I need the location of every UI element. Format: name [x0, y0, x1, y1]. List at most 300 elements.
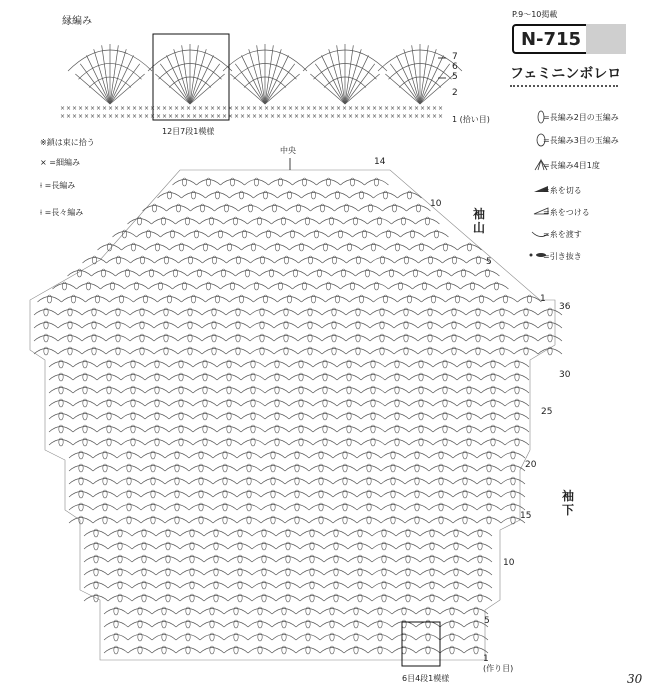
chain-arc	[442, 310, 466, 316]
chain-arc	[457, 414, 481, 420]
chain-arc	[292, 180, 316, 186]
chain-arc	[204, 570, 228, 576]
chain-arc	[372, 544, 396, 550]
chain-arc	[178, 258, 202, 264]
chain-arc	[100, 284, 124, 290]
chain-arc	[217, 375, 241, 381]
chain-arc	[320, 648, 344, 654]
edging-sc-mark: ×	[270, 105, 276, 112]
chain-arc	[415, 219, 439, 225]
chain-arc	[156, 583, 180, 589]
chain-arc	[296, 622, 320, 628]
edging-sc-mark: ×	[84, 113, 90, 120]
chain-arc	[202, 323, 226, 329]
edging-sc-mark: ×	[366, 113, 372, 120]
edging-sc-mark: ×	[90, 105, 96, 112]
chain-arc	[370, 310, 394, 316]
chain-arc	[97, 401, 121, 407]
chain-arc	[73, 414, 97, 420]
chain-arc	[166, 206, 190, 212]
edging-sc-mark: ×	[348, 105, 354, 112]
chain-arc	[372, 570, 396, 576]
chain-arc	[466, 323, 490, 329]
title-rule	[510, 85, 618, 87]
chain-arc	[394, 323, 418, 329]
chain-arc	[361, 440, 385, 446]
chain-arc	[69, 492, 93, 498]
chain-arc	[58, 323, 82, 329]
chain-arc	[190, 206, 214, 212]
chain-arc	[180, 557, 204, 563]
chain-arc	[268, 180, 292, 186]
chain-arc	[145, 375, 169, 381]
chain-arc	[58, 349, 82, 355]
chain-arc	[172, 180, 196, 186]
chain-arc	[241, 245, 265, 251]
edging-row-7: 7	[452, 52, 458, 62]
chain-arc	[361, 388, 385, 394]
dc-label: =長編み	[44, 181, 76, 190]
edging-sc-mark: ×	[72, 113, 78, 120]
chain-arc	[429, 479, 453, 485]
chain-arc	[58, 336, 82, 342]
edging-sc-mark: ×	[420, 113, 426, 120]
chain-arc	[252, 544, 276, 550]
chain-arc	[274, 336, 298, 342]
edging-sc-mark: ×	[78, 113, 84, 120]
chain-arc	[82, 349, 106, 355]
chain-arc	[181, 297, 205, 303]
chain-arc	[337, 245, 361, 251]
chain-arc	[156, 531, 180, 537]
chain-arc	[344, 648, 368, 654]
legend-sc	[40, 157, 80, 168]
edging-sc-mark: ×	[66, 105, 72, 112]
chain-arc	[169, 401, 193, 407]
chain-arc	[381, 492, 405, 498]
edging-sc-mark: ×	[420, 105, 426, 112]
chain-arc	[289, 362, 313, 368]
row-1: 1	[483, 654, 489, 664]
chain-arc	[453, 492, 477, 498]
chain-arc	[477, 479, 501, 485]
chain-arc	[357, 466, 381, 472]
edging-sc-mark: ×	[282, 113, 288, 120]
chain-arc	[517, 297, 541, 303]
chain-arc	[481, 427, 505, 433]
chain-arc	[385, 362, 409, 368]
edging-sc-mark: ×	[288, 113, 294, 120]
row-5-cap: 5	[486, 257, 492, 267]
dtr-label: =長々編み	[44, 208, 84, 217]
edging-sc-mark: ×	[288, 105, 294, 112]
chain-arc	[313, 245, 337, 251]
chain-arc	[193, 245, 217, 251]
chain-arc	[385, 375, 409, 381]
edging-sc-mark: ×	[216, 105, 222, 112]
edging-sc-mark: ×	[396, 113, 402, 120]
chain-arc	[418, 349, 442, 355]
chain-arc	[169, 362, 193, 368]
chain-arc	[310, 206, 334, 212]
chain-arc	[237, 479, 261, 485]
chain-arc	[420, 570, 444, 576]
chain-arc	[400, 232, 424, 238]
edging-sc-mark: ×	[414, 113, 420, 120]
chain-arc	[313, 414, 337, 420]
edging-sc-mark: ×	[282, 105, 288, 112]
chain-arc	[468, 596, 492, 602]
chain-arc	[420, 557, 444, 563]
edging-sc-mark: ×	[186, 105, 192, 112]
chain-arc	[433, 375, 457, 381]
chain-arc	[189, 466, 213, 472]
chain-arc	[505, 440, 529, 446]
chain-arc	[468, 531, 492, 537]
chain-arc	[466, 349, 490, 355]
chain-arc	[252, 557, 276, 563]
chain-arc	[453, 466, 477, 472]
chain-arc	[368, 622, 392, 628]
chain-arc	[169, 427, 193, 433]
chain-arc	[391, 219, 415, 225]
chain-arc	[316, 284, 340, 290]
chain-arc	[433, 245, 457, 251]
chain-arc	[376, 232, 400, 238]
chain-arc	[357, 518, 381, 524]
chain-arc	[73, 375, 97, 381]
chain-arc	[136, 232, 160, 238]
chain-arc	[433, 440, 457, 446]
chain-arc	[217, 388, 241, 394]
chain-arc	[381, 479, 405, 485]
chain-arc	[115, 271, 139, 277]
chain-arc	[176, 609, 200, 615]
chain-arc	[178, 336, 202, 342]
chain-arc	[385, 245, 409, 251]
chain-arc	[385, 414, 409, 420]
chain-arc	[298, 310, 322, 316]
edging-sc-mark: ×	[240, 113, 246, 120]
chain-arc	[232, 232, 256, 238]
chain-arc	[346, 310, 370, 316]
pickup-note: ※鎖は束に拾う	[40, 138, 95, 147]
chain-arc	[252, 570, 276, 576]
chain-arc	[481, 362, 505, 368]
edging-sc-mark: ×	[210, 113, 216, 120]
chain-arc	[261, 479, 285, 485]
chain-arc	[453, 518, 477, 524]
chain-arc	[250, 323, 274, 329]
chain-arc	[106, 323, 130, 329]
edging-sc-mark: ×	[120, 113, 126, 120]
edging-sc-mark: ×	[96, 113, 102, 120]
chain-arc	[445, 297, 469, 303]
chain-arc	[241, 362, 265, 368]
edging-pickup-label: 1 (拾い目)	[452, 115, 490, 124]
chain-arc	[285, 518, 309, 524]
chain-arc	[205, 297, 229, 303]
edging-sc-mark: ×	[150, 113, 156, 120]
chain-arc	[394, 336, 418, 342]
chain-arc	[128, 648, 152, 654]
chain-arc	[229, 193, 253, 199]
edging-sc-mark: ×	[258, 105, 264, 112]
chain-arc	[289, 245, 313, 251]
chain-arc	[416, 635, 440, 641]
chain-arc	[333, 453, 357, 459]
chain-arc	[265, 245, 289, 251]
chain-arc	[237, 466, 261, 472]
chain-arc	[202, 349, 226, 355]
chain-arc	[361, 245, 385, 251]
header-tab	[586, 24, 626, 54]
chain-arc	[464, 609, 488, 615]
chain-arc	[176, 635, 200, 641]
chain-arc	[180, 583, 204, 589]
chain-arc	[34, 349, 58, 355]
chain-arc	[388, 284, 412, 290]
chain-arc	[274, 349, 298, 355]
chain-arc	[145, 427, 169, 433]
chain-arc	[418, 258, 442, 264]
chain-arc	[313, 362, 337, 368]
chain-arc	[141, 479, 165, 485]
chain-arc	[367, 219, 391, 225]
chain-arc	[145, 388, 169, 394]
row-25: 25	[541, 407, 553, 417]
chain-arc	[322, 310, 346, 316]
chain-arc	[117, 479, 141, 485]
edging-fan	[68, 44, 152, 104]
chain-arc	[237, 492, 261, 498]
chain-arc	[84, 583, 108, 589]
chain-arc	[337, 362, 361, 368]
chain-arc	[69, 466, 93, 472]
chain-arc	[457, 401, 481, 407]
chain-arc	[169, 440, 193, 446]
chain-arc	[421, 297, 445, 303]
chain-arc	[213, 466, 237, 472]
edging-sc-mark: ×	[126, 113, 132, 120]
chain-arc	[468, 544, 492, 550]
chain-arc	[324, 544, 348, 550]
chain-arc	[228, 544, 252, 550]
row-10: 10	[503, 558, 515, 568]
chain-arc	[440, 635, 464, 641]
chain-arc	[152, 635, 176, 641]
chain-arc	[121, 401, 145, 407]
chain-arc	[442, 323, 466, 329]
chain-arc	[52, 284, 76, 290]
chain-arc	[285, 492, 309, 498]
chain-arc	[289, 401, 313, 407]
chain-arc	[229, 297, 253, 303]
chain-arc	[405, 505, 429, 511]
chain-arc	[337, 375, 361, 381]
chain-arc	[280, 232, 304, 238]
chain-arc	[204, 531, 228, 537]
row-10-cap: 10	[430, 199, 442, 209]
chain-arc	[490, 310, 514, 316]
chain-arc	[93, 453, 117, 459]
chain-arc	[226, 310, 250, 316]
chain-arc	[468, 583, 492, 589]
chain-arc	[370, 323, 394, 329]
chain-arc	[429, 453, 453, 459]
chain-arc	[224, 635, 248, 641]
edging-sc-mark: ×	[180, 105, 186, 112]
chain-arc	[108, 583, 132, 589]
chain-arc	[151, 219, 175, 225]
chain-arc	[418, 310, 442, 316]
chain-arc	[433, 401, 457, 407]
chain-arc	[141, 453, 165, 459]
chain-arc	[133, 297, 157, 303]
chain-arc	[224, 609, 248, 615]
chain-arc	[141, 466, 165, 472]
chain-arc	[505, 375, 529, 381]
chain-arc	[349, 193, 373, 199]
edging-sc-mark: ×	[264, 113, 270, 120]
chain-arc	[157, 297, 181, 303]
legend-dc4tog	[525, 160, 600, 171]
edging-sc-mark: ×	[132, 105, 138, 112]
chain-arc	[226, 258, 250, 264]
edging-sc-mark: ×	[294, 105, 300, 112]
chain-arc	[328, 232, 352, 238]
edging-sc-mark: ×	[174, 113, 180, 120]
chain-arc	[117, 492, 141, 498]
chain-arc	[296, 609, 320, 615]
chain-arc	[333, 505, 357, 511]
chain-arc	[344, 635, 368, 641]
edging-sc-mark: ×	[438, 113, 444, 120]
chain-arc	[324, 596, 348, 602]
edging-sc-mark: ×	[354, 113, 360, 120]
chain-arc	[73, 440, 97, 446]
chain-arc	[276, 596, 300, 602]
chain-arc	[289, 388, 313, 394]
chain-arc	[228, 570, 252, 576]
chain-arc	[73, 362, 97, 368]
legend-cut-yarn	[525, 185, 582, 196]
edging-row-5: 5	[452, 72, 458, 82]
chain-arc	[333, 466, 357, 472]
chain-arc	[132, 596, 156, 602]
chain-arc	[440, 622, 464, 628]
chain-arc	[193, 414, 217, 420]
edging-sc-mark: ×	[276, 105, 282, 112]
chain-arc	[76, 284, 100, 290]
edging-sc-mark: ×	[198, 105, 204, 112]
chain-arc	[274, 323, 298, 329]
chain-arc	[420, 583, 444, 589]
chain-arc	[309, 505, 333, 511]
chain-arc	[396, 531, 420, 537]
edging-sc-mark: ×	[372, 113, 378, 120]
chain-arc	[429, 518, 453, 524]
chain-arc	[108, 544, 132, 550]
chain-arc	[262, 206, 286, 212]
chain-arc	[132, 557, 156, 563]
edging-row-6: 6	[452, 62, 458, 72]
chain-arc	[248, 635, 272, 641]
chain-arc	[84, 557, 108, 563]
chain-arc	[409, 414, 433, 420]
edging-sc-mark: ×	[330, 105, 336, 112]
pattern-code: N-715	[512, 24, 590, 54]
edging-sc-mark: ×	[330, 113, 336, 120]
chain-arc	[418, 323, 442, 329]
chain-arc	[130, 349, 154, 355]
chain-arc	[93, 505, 117, 511]
chain-arc	[189, 518, 213, 524]
chain-arc	[381, 518, 405, 524]
chain-arc	[217, 362, 241, 368]
chain-arc	[370, 349, 394, 355]
chain-arc	[322, 258, 346, 264]
chain-arc	[204, 557, 228, 563]
chain-arc	[200, 622, 224, 628]
chain-arc	[538, 336, 562, 342]
chain-arc	[324, 531, 348, 537]
chain-arc	[409, 245, 433, 251]
edging-sc-mark: ×	[360, 113, 366, 120]
chain-arc	[226, 349, 250, 355]
chain-arc	[382, 206, 406, 212]
sleeve-outline	[30, 170, 555, 660]
edging-sc-mark: ×	[240, 105, 246, 112]
chain-arc	[217, 245, 241, 251]
edging-fan	[303, 44, 387, 104]
chain-arc	[49, 388, 73, 394]
edging-sc-mark: ×	[114, 113, 120, 120]
edging-sc-mark: ×	[324, 113, 330, 120]
chain-arc	[241, 375, 265, 381]
chain-arc	[117, 518, 141, 524]
chain-arc	[235, 271, 259, 277]
chain-arc	[337, 388, 361, 394]
chain-arc	[333, 518, 357, 524]
chain-arc	[272, 648, 296, 654]
chain-arc	[396, 557, 420, 563]
chain-arc	[193, 427, 217, 433]
chain-arc	[145, 362, 169, 368]
dtr-symbol: ⟊	[40, 208, 43, 217]
chain-arc	[292, 284, 316, 290]
chain-arc	[244, 180, 268, 186]
edging-sc-mark: ×	[294, 113, 300, 120]
chain-arc	[272, 635, 296, 641]
chain-arc	[475, 271, 499, 277]
chain-arc	[433, 362, 457, 368]
chain-arc	[241, 427, 265, 433]
foundation-label: (作り目)	[483, 664, 514, 673]
chain-arc	[466, 336, 490, 342]
chain-arc	[289, 440, 313, 446]
chain-arc	[237, 518, 261, 524]
edging-sc-mark: ×	[168, 105, 174, 112]
chain-arc	[481, 401, 505, 407]
edging-sc-mark: ×	[204, 105, 210, 112]
sleeve-repeat-box	[402, 622, 440, 666]
edging-sc-mark: ×	[342, 113, 348, 120]
chain-arc	[427, 271, 451, 277]
sleeve-repeat-label: 6目4段1模様	[402, 674, 450, 683]
chain-arc	[309, 466, 333, 472]
chain-arc	[130, 323, 154, 329]
